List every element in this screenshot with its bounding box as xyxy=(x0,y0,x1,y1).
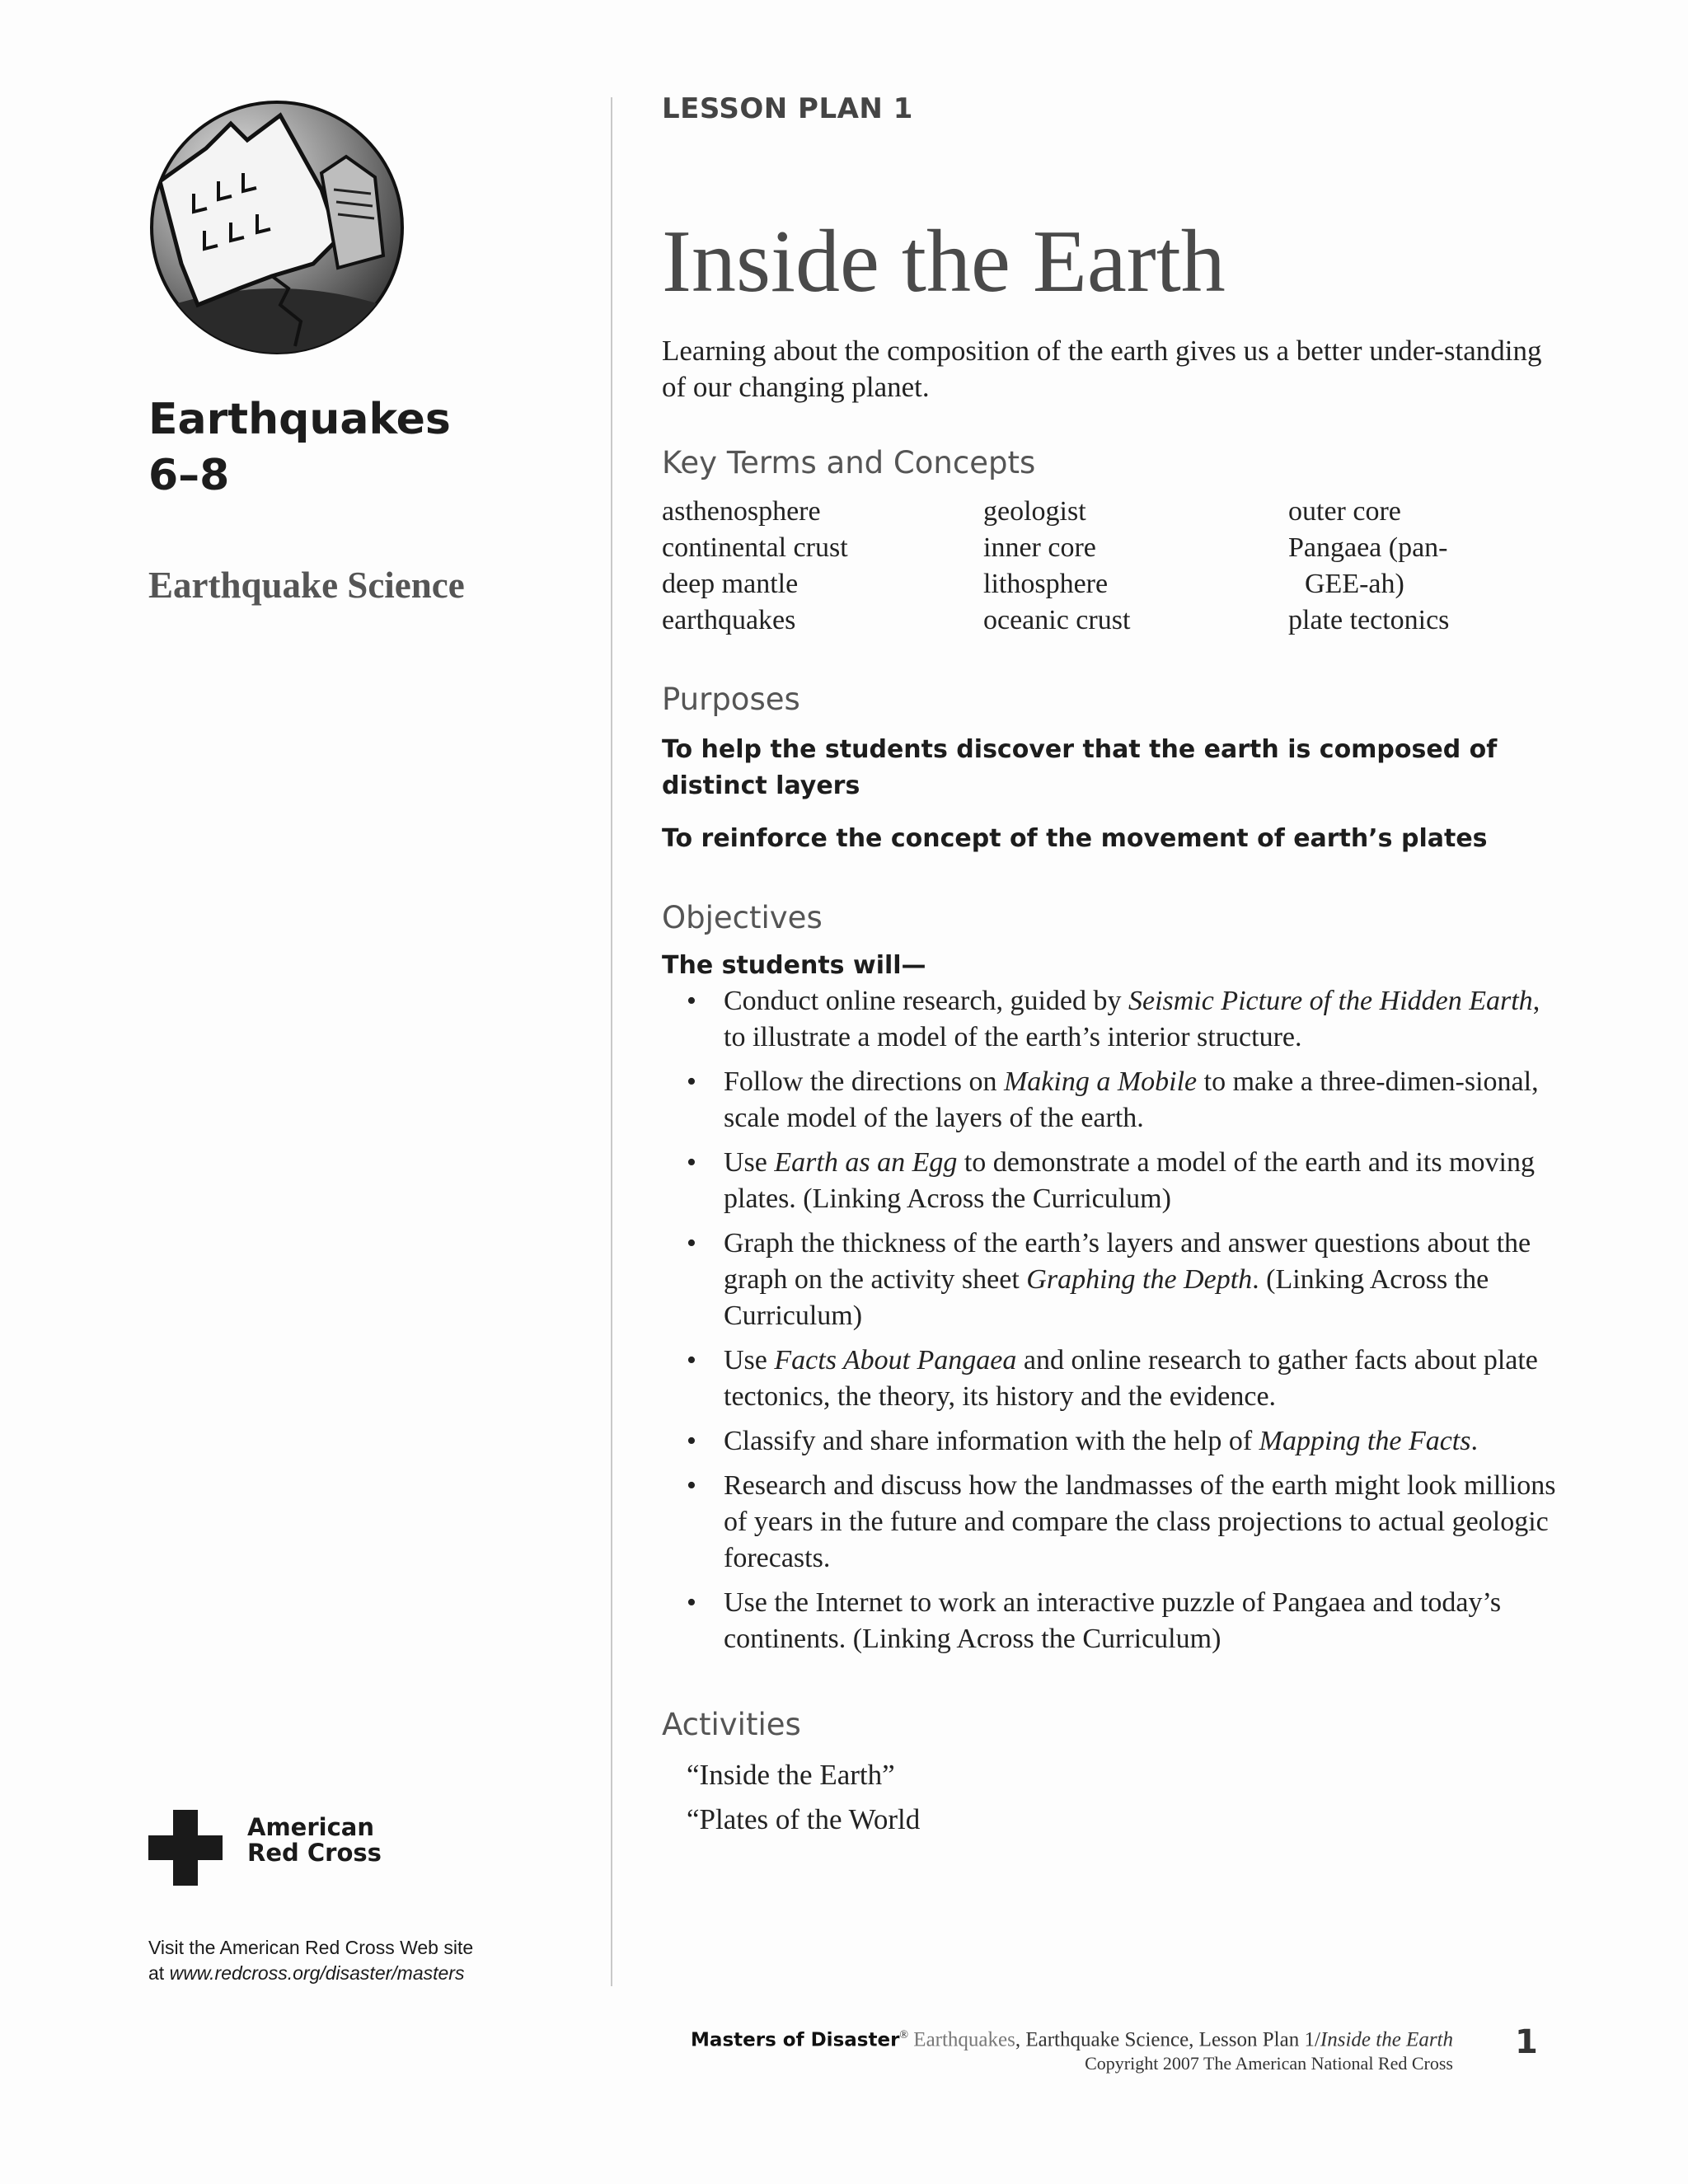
key-term: oceanic crust xyxy=(983,605,1131,635)
bullet-icon: • xyxy=(687,1345,696,1376)
lesson-label: LESSON PLAN 1 xyxy=(662,92,913,125)
purpose-item: To reinforce the concept of the movement of earth’s plates xyxy=(662,824,1488,853)
org-name-line2: Red Cross xyxy=(247,1839,382,1867)
key-term: asthenosphere xyxy=(662,496,821,527)
objective-item: • Classify and share information with the help of Mapping the Facts. xyxy=(687,1423,1560,1460)
bullet-icon: • xyxy=(687,1066,696,1097)
key-term-continuation: GEE-ah) xyxy=(1305,569,1404,599)
objective-item: • Use the Internet to work an interactive puzzle of Pangaea and today’s continents. (Linking Across the Curriculum) xyxy=(687,1585,1560,1657)
key-term: Pangaea (pan- xyxy=(1288,532,1448,563)
key-terms-heading: Key Terms and Concepts xyxy=(662,445,1036,480)
website-link[interactable]: www.redcross.org/disaster/masters xyxy=(169,1962,465,1984)
objective-item: • Follow the directions on Making a Mobile to make a three-dimen-sional, scale model of the layers of the earth. xyxy=(687,1064,1560,1137)
red-cross-logo xyxy=(148,1810,396,1889)
objective-item: • Research and discuss how the landmasses of the earth might look millions of years in the future and compare the class projections to actual geologic forecasts. xyxy=(687,1468,1560,1577)
activities-heading: Activities xyxy=(662,1707,801,1742)
key-term: deep mantle xyxy=(662,569,799,599)
website-note-line1: Visit the American Red Cross Web site xyxy=(148,1937,474,1958)
objectives-list xyxy=(687,983,1560,1657)
bullet-icon: • xyxy=(687,1470,696,1501)
unit-title: Earthquake Science xyxy=(148,565,465,606)
key-term: lithosphere xyxy=(983,569,1109,599)
key-term: inner core xyxy=(983,532,1096,563)
bullet-icon: • xyxy=(687,986,696,1016)
footer-citation: Masters of Disaster® Earthquakes, Earthquake Science, Lesson Plan 1/Inside the Earth xyxy=(691,2028,1453,2051)
org-name-line1: American xyxy=(247,1813,374,1841)
series-title-line1: Earthquakes xyxy=(148,395,451,444)
bullet-icon: • xyxy=(687,1587,696,1618)
objective-item: • Use Earth as an Egg to demonstrate a model of the earth and its moving plates. (Linking Across the Curriculum) xyxy=(687,1145,1560,1217)
objective-item: • Conduct online research, guided by Seismic Picture of the Hidden Earth, to illustrate a model of the earth’s interior structure. xyxy=(687,983,1560,1056)
key-term: plate tectonics xyxy=(1288,605,1450,635)
key-term: outer core xyxy=(1288,496,1401,527)
lesson-content xyxy=(662,92,1556,1838)
series-title xyxy=(148,391,451,504)
bullet-icon: • xyxy=(687,1228,696,1258)
page-number: 1 xyxy=(1515,2023,1538,2061)
page-footer xyxy=(691,2023,1453,2075)
website-note xyxy=(148,1935,473,1986)
bullet-icon: • xyxy=(687,1147,696,1178)
purpose-item: To help the students discover that the earth is composed of distinct layers xyxy=(662,735,1498,800)
activity-item: “Inside the Earth” xyxy=(687,1759,895,1791)
objective-item: • Use Facts About Pangaea and online research to gather facts about plate tectonics, the theory, its history and the evidence. xyxy=(687,1343,1560,1415)
objectives-intro: The students will— xyxy=(662,951,926,980)
key-terms-column-3 xyxy=(1288,494,1449,639)
red-cross-wordmark xyxy=(247,1815,382,1866)
key-term: continental crust xyxy=(662,532,848,563)
red-cross-icon xyxy=(148,1810,223,1886)
footer-copyright: Copyright 2007 The American National Red Cross xyxy=(1085,2053,1453,2074)
key-term: earthquakes xyxy=(662,605,796,635)
key-terms-column-2 xyxy=(983,494,1288,639)
key-term: geologist xyxy=(983,496,1086,527)
objective-item: • Graph the thickness of the earth’s layers and answer questions about the graph on the activity sheet Graphing the Depth. (Linking Across the Curriculum) xyxy=(687,1226,1560,1334)
page-title: Inside the Earth xyxy=(662,213,1226,311)
activity-item: “Plates of the World xyxy=(687,1803,921,1835)
key-terms-table xyxy=(662,494,1544,639)
objectives-heading: Objectives xyxy=(662,900,823,935)
intro-paragraph: Learning about the composition of the earth gives us a better under-standing of our changing planet. xyxy=(662,335,1542,403)
earthquake-globe-logo xyxy=(148,99,406,356)
series-grade-range: 6–8 xyxy=(148,451,230,500)
key-terms-column-1 xyxy=(662,494,983,639)
column-divider xyxy=(611,97,612,1986)
purposes-heading: Purposes xyxy=(662,682,800,717)
website-note-prefix: at xyxy=(148,1962,170,1984)
footer-brand: Masters of Disaster xyxy=(691,2029,900,2051)
bullet-icon: • xyxy=(687,1426,696,1456)
